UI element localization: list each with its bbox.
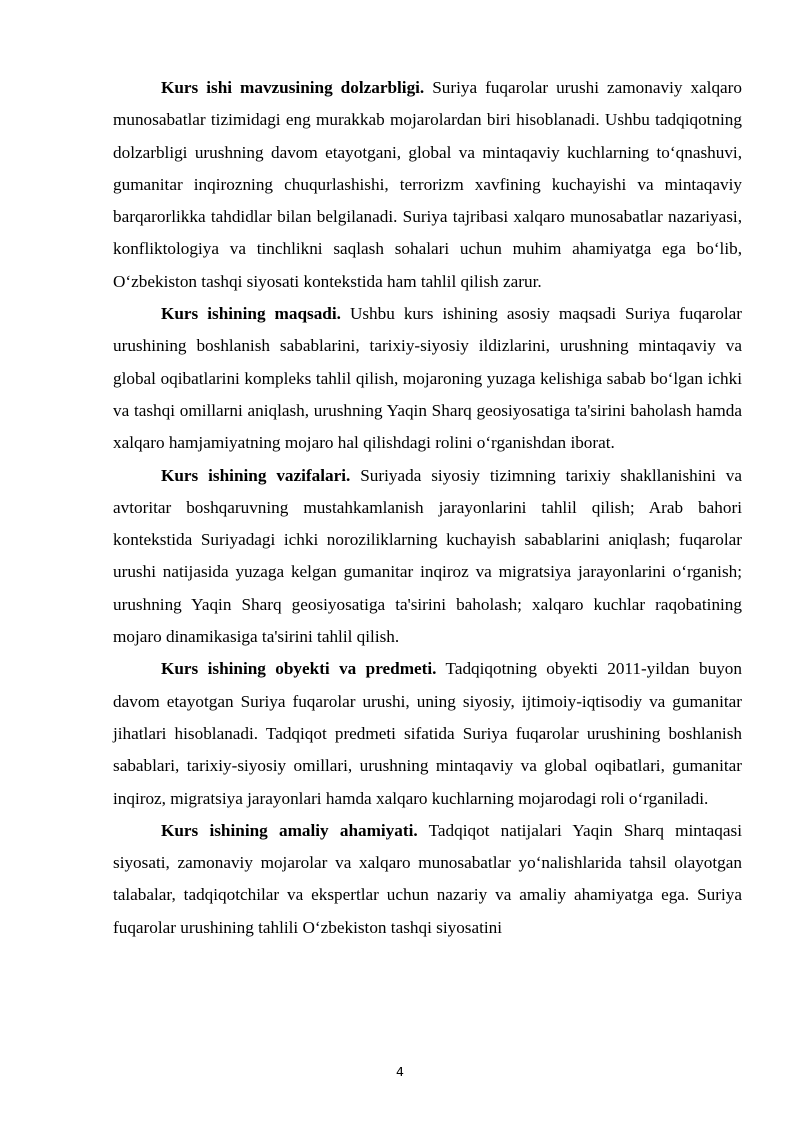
paragraph-object-subject [113, 653, 742, 814]
paragraph-text-goal: Ushbu kurs ishining asosiy maqsadi Suriya fuqarolar urushining boshlanish sabablarini, tarixiy-siyosiy ildizlarini, urushning mintaqaviy va global oqibatlarini kompleks tahlil qilish, mojaroning yuzaga kelishiga sabab bo‘lgan ichki va tashqi omillarni aniqlash, urushning Yaqin Sharq geosiyosatiga ta'sirini baholash hamda xalqaro hamjamiyatning mojaro hal qilishdagi rolini o‘rganishdan iborat. [113, 304, 742, 453]
paragraph-tasks [113, 460, 742, 654]
paragraph-heading-tasks: Kurs ishining vazifalari. [161, 465, 351, 485]
paragraph-text-practical-significance: Tadqiqot natijalari Yaqin Sharq mintaqasi siyosati, zamonaviy mojarolar va xalqaro munosabatlar yo‘nalishlarida tahsil olayotgan talabalar, tadqiqotchilar va ekspertlar uchun nazariy va amaliy ahamiyatga ega. Suriya fuqarolar urushining tahlili O‘zbekiston tashqi siyosatini [113, 820, 742, 937]
page-number: 4 [396, 1064, 404, 1079]
paragraph-goal [113, 298, 742, 459]
paragraph-heading-object-subject: Kurs ishining obyekti va predmeti. [161, 659, 437, 679]
paragraph-heading-goal: Kurs ishining maqsadi. [161, 304, 341, 324]
paragraph-text-object-subject: Tadqiqotning obyekti 2011-yildan buyon davom etayotgan Suriya fuqarolar urushi, uning siyosiy, ijtimoiy-iqtisodiy va gumanitar jihatlari hisoblanadi. Tadqiqot predmeti sifatida Suriya fuqarolar urushining boshlanish sabablari, tarixiy-siyosiy omillari, urushning mintaqaviy va global oqibatlari, gumanitar inqiroz, migratsiya jarayonlari hamda xalqaro kuchlarning mojarodagi roli o‘rganiladi. [113, 659, 742, 808]
paragraph-relevance [113, 72, 742, 298]
paragraph-text-relevance: Suriya fuqarolar urushi zamonaviy xalqaro munosabatlar tizimidagi eng murakkab mojarolardan biri hisoblanadi. Ushbu tadqiqotning dolzarbligi urushning davom etayotgani, global va mintaqaviy kuchlarning to‘qnashuvi, gumanitar inqirozning chuqurlashishi, terrorizm xavfining kuchayishi va mintaqaviy barqarorlikka tahdidlar bilan belgilanadi. Suriya tajribasi xalqaro munosabatlar nazariyasi, konfliktologiya va tinchlikni saqlash sohalari uchun muhim ahamiyatga ega bo‘lib, O‘zbekiston tashqi siyosati kontekstida ham tahlil qilish zarur. [113, 78, 742, 291]
paragraph-text-tasks: Suriyada siyosiy tizimning tarixiy shakllanishini va avtoritar boshqaruvning mustahkamlanish jarayonlarini tahlil qilish; Arab bahori kontekstida Suriyadagi ichki noroziliklarning kuchayish sabablarini aniqlash; fuqarolar urushi natijasida yuzaga kelgan gumanitar inqiroz va migratsiya jarayonlarini o‘rganish; urushning Yaqin Sharq geosiyosatiga ta'sirini baholash; xalqaro kuchlar raqobatining mojaro dinamikasiga ta'sirini tahlil qilish. [113, 465, 742, 647]
document-page [113, 72, 742, 944]
paragraph-heading-practical-significance: Kurs ishining amaliy ahamiyati. [161, 820, 418, 840]
paragraph-heading-relevance: Kurs ishi mavzusining dolzarbligi. [161, 78, 425, 97]
paragraph-practical-significance [113, 815, 742, 944]
